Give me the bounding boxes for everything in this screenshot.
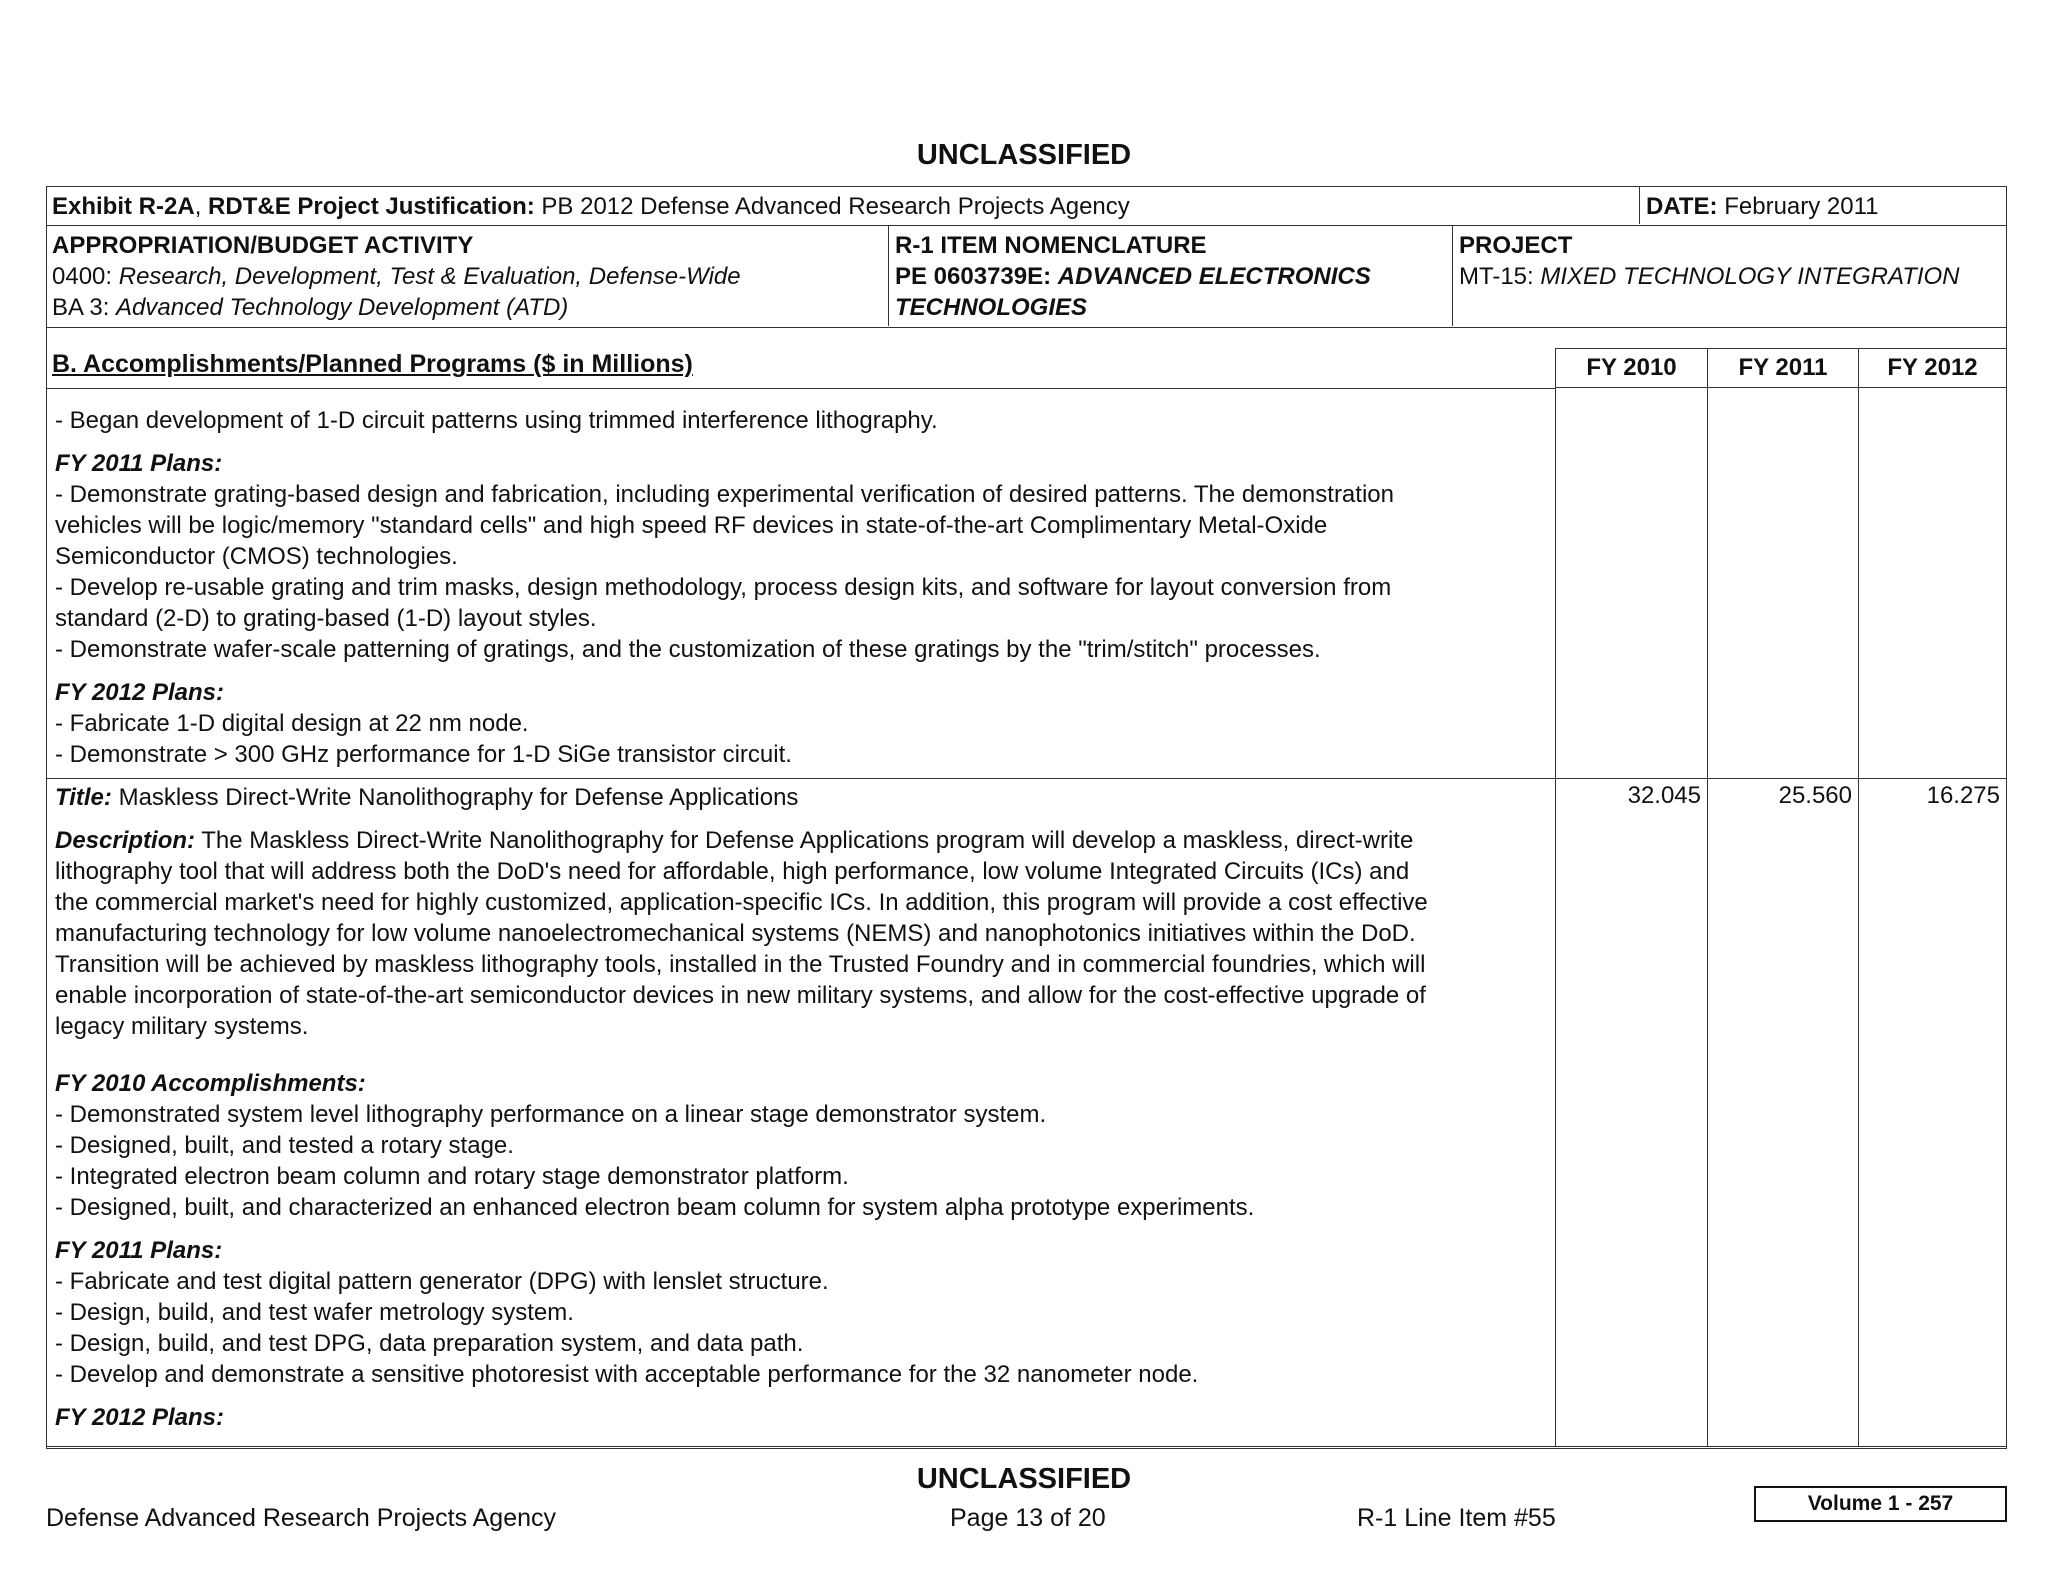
r1-item-label: R-1 ITEM NOMENCLATURE (895, 232, 1207, 259)
fy2012-plans-heading: FY 2012 Plans: (55, 1404, 224, 1431)
date-label: DATE: (1646, 193, 1718, 220)
footer-line-item: R-1 Line Item #55 (1357, 1504, 1556, 1532)
project-label: PROJECT (1459, 232, 1573, 259)
fy-column-2011 (1707, 348, 1858, 1446)
appropriation-text: Research, Development, Test & Evaluation, Defense-Wide (118, 263, 741, 290)
budget-activity-code: BA 3: (52, 294, 117, 321)
fy-header-2012: FY 2012 (1859, 348, 2006, 388)
justification-value: PB 2012 Defense Advanced Research Projects Agency (534, 193, 1130, 220)
r1-item-text-2: TECHNOLOGIES (895, 294, 1088, 321)
budget-activity-text: Advanced Technology Development (ATD) (116, 294, 569, 321)
fy-columns (1555, 348, 2007, 1446)
classification-bottom: UNCLASSIFIED (916, 1463, 1132, 1495)
appropriation-label: APPROPRIATION/BUDGET ACTIVITY (52, 232, 474, 259)
exhibit-title (52, 193, 1130, 221)
list-item: Semiconductor (CMOS) technologies. (55, 543, 458, 570)
list-item: standard (2-D) to grating-based (1-D) layout styles. (55, 605, 597, 632)
description-label: Description: (55, 827, 196, 854)
list-item: - Design, build, and test DPG, data preparation system, and data path. (55, 1330, 804, 1357)
description-line: The Maskless Direct-Write Nanolithography for Defense Applications program will develop a maskless, direct-write (195, 827, 1414, 854)
bottom-rule (46, 1446, 2007, 1447)
fy2010-accomplishments-heading: FY 2010 Accomplishments: (55, 1070, 366, 1097)
fy-header-2011: FY 2011 (1708, 348, 1858, 388)
date-value: February 2011 (1717, 193, 1879, 220)
program-divider (46, 778, 2007, 779)
footer-page-number: Page 13 of 20 (950, 1504, 1106, 1532)
r1-item-text-1: ADVANCED ELECTRONICS (1057, 263, 1371, 290)
appropriation-code: 0400: (52, 263, 119, 290)
section-divider (46, 388, 1555, 389)
list-item: - Demonstrate grating-based design and fabrication, including experimental verification of desired patterns. The demonstration (55, 481, 1394, 508)
description-line: legacy military systems. (55, 1013, 309, 1040)
list-item: - Designed, built, and characterized an enhanced electron beam column for system alpha prototype experiments. (55, 1194, 1255, 1221)
list-item: - Develop and demonstrate a sensitive photoresist with acceptable performance for the 32 nanometer node. (55, 1361, 1199, 1388)
project-code: MT-15: (1459, 263, 1541, 290)
list-item: - Fabricate and test digital pattern generator (DPG) with lenslet structure. (55, 1268, 829, 1295)
date-cell (1639, 186, 2007, 224)
volume-badge: Volume 1 - 257 (1754, 1486, 2007, 1522)
list-item: - Develop re-usable grating and trim masks, design methodology, process design kits, and software for layout conversion from (55, 574, 1392, 601)
fy2012-plans-heading: FY 2012 Plans: (55, 679, 224, 706)
title-text: Maskless Direct-Write Nanolithography for Defense Applications (111, 784, 799, 811)
list-item: - Began development of 1-D circuit patterns using trimmed interference lithography. (55, 407, 938, 434)
description-line: manufacturing technology for low volume nanoelectromechanical systems (NEMS) and nanophotonics initiatives within the DoD. (55, 920, 1416, 947)
justification-label: RDT&E Project Justification: (208, 193, 535, 220)
list-item: - Integrated electron beam column and rotary stage demonstrator platform. (55, 1163, 849, 1190)
list-item: - Fabricate 1-D digital design at 22 nm node. (55, 710, 529, 737)
list-item: - Demonstrated system level lithography performance on a linear stage demonstrator system. (55, 1101, 1047, 1128)
description-line: the commercial market's need for highly customized, application-specific ICs. In addition, this program will provide a cost effective (55, 889, 1428, 916)
description-line: lithography tool that will address both the DoD's need for affordable, high performance, low volume Integrated Circuits (ICs) and (55, 858, 1410, 885)
title-label: Title: (55, 784, 112, 811)
description-line: enable incorporation of state-of-the-art semiconductor devices in new military systems, and allow for the cost-effective upgrade of (55, 982, 1426, 1009)
list-item: - Designed, built, and tested a rotary stage. (55, 1132, 514, 1159)
program-block-1 (55, 405, 1555, 770)
r1-item-cell (888, 226, 1452, 326)
fy2011-plans-heading: FY 2011 Plans: (55, 1237, 223, 1264)
list-item: - Design, build, and test wafer metrology system. (55, 1299, 574, 1326)
exhibit-title-row (46, 186, 2007, 226)
section-label: B. Accomplishments/Planned Programs ($ in Millions) (52, 350, 693, 378)
list-item: - Demonstrate > 300 GHz performance for 1-D SiGe transistor circuit. (55, 741, 792, 768)
footer-agency: Defense Advanced Research Projects Agency (46, 1504, 557, 1532)
fy2011-value: 25.560 (1778, 782, 1852, 809)
exhibit-id: Exhibit R-2A (52, 193, 195, 220)
list-item: - Demonstrate wafer-scale patterning of gratings, and the customization of these gratings by the "trim/stitch" processes. (55, 636, 1321, 663)
fy-column-2010 (1555, 348, 1707, 1446)
fy2011-plans-heading: FY 2011 Plans: (55, 450, 223, 477)
r1-item-code: PE 0603739E: (895, 263, 1058, 290)
program-block-2 (55, 782, 1555, 1433)
fy2010-value: 32.045 (1627, 782, 1701, 809)
exhibit-comma: , (194, 193, 209, 220)
list-item: vehicles will be logic/memory "standard cells" and high speed RF devices in state-of-the-art Complimentary Metal-Oxide (55, 512, 1328, 539)
fy-column-2012 (1858, 348, 2007, 1446)
project-text: MIXED TECHNOLOGY INTEGRATION (1540, 263, 1960, 290)
description-line: Transition will be achieved by maskless lithography tools, installed in the Trusted Foundry and in commercial foundries, which will (55, 951, 1426, 978)
classification-top: UNCLASSIFIED (916, 139, 1132, 171)
program-info-row (46, 226, 2007, 328)
fy2012-value: 16.275 (1926, 782, 2000, 809)
appropriation-cell (46, 226, 888, 326)
fy-header-2010: FY 2010 (1556, 348, 1707, 388)
project-cell (1452, 226, 2007, 326)
